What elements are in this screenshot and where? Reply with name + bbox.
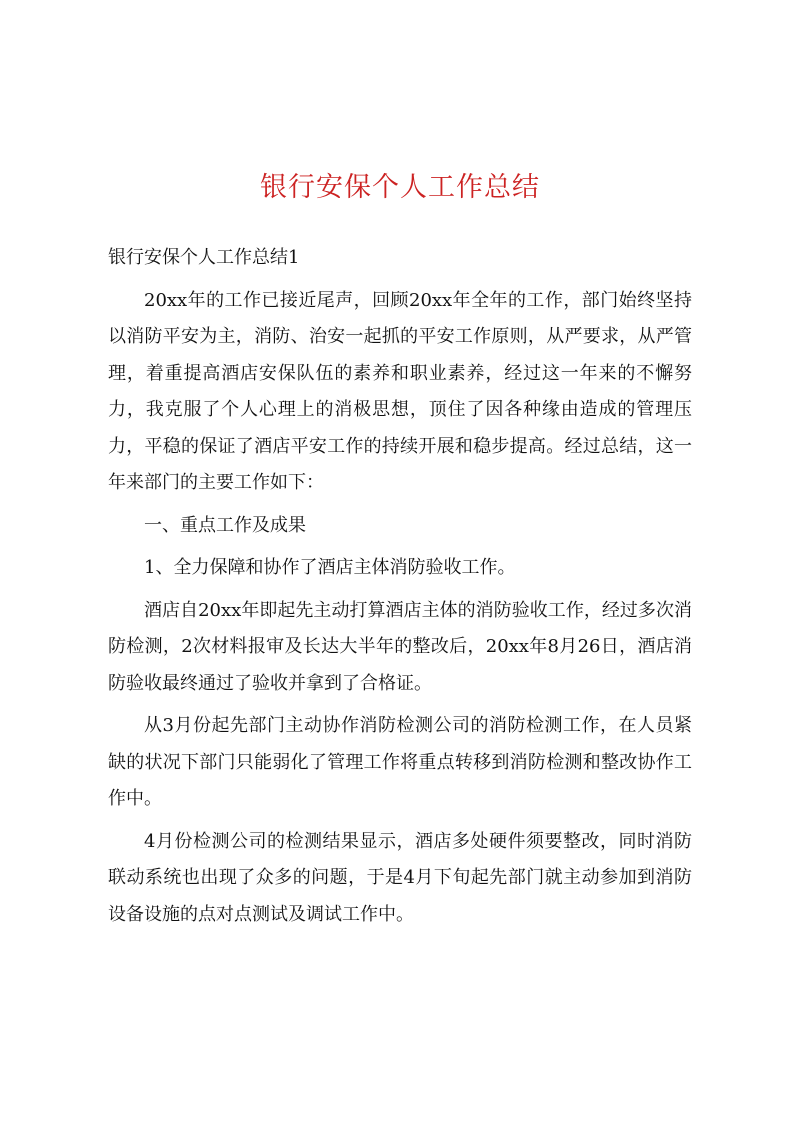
document-body xyxy=(108,240,692,939)
section-heading: 一、重点工作及成果 xyxy=(144,514,306,536)
document-title: 银行安保个人工作总结 xyxy=(260,172,540,203)
paragraph: 酒店自20xx年即起先主动打算酒店主体的消防验收工作，经过多次消防检测，2次材料报审及长达大半年的整改后，20xx年8月26日，酒店消防验收最终通过了验收并拿到了合格证。 xyxy=(108,599,692,694)
paragraph: 从3月份起先部门主动协作消防检测公司的消防检测工作，在人员紧缺的状况下部门只能弱化了管理工作将重点转移到消防检测和整改协作工作中。 xyxy=(108,715,692,809)
item-heading: 1、全力保障和协作了酒店主体消防验收工作。 xyxy=(144,557,516,578)
section-subtitle: 银行安保个人工作总结1 xyxy=(108,247,300,268)
paragraph: 4月份检测公司的检测结果显示，酒店多处硬件须要整改，同时消防联动系统也出现了众多的问题，于是4月下旬起先部门就主动参加到消防设备设施的点对点测试及调试工作中。 xyxy=(108,830,692,925)
paragraph-intro: 20xx年的工作已接近尾声，回顾20xx年全年的工作，部门始终坚持以消防平安为主，消防、治安一起抓的平安工作原则，从严要求，从严管理，着重提高酒店安保队伍的素养和职业素养，经过这一年来的不懈努力，我克服了个人心理上的消极思想，顶住了因各种缘由造成的管理压力，平稳的保证了酒店平安工作的持续开展和稳步提高。经过总结，这一年来部门的主要工作如下： xyxy=(108,289,692,493)
